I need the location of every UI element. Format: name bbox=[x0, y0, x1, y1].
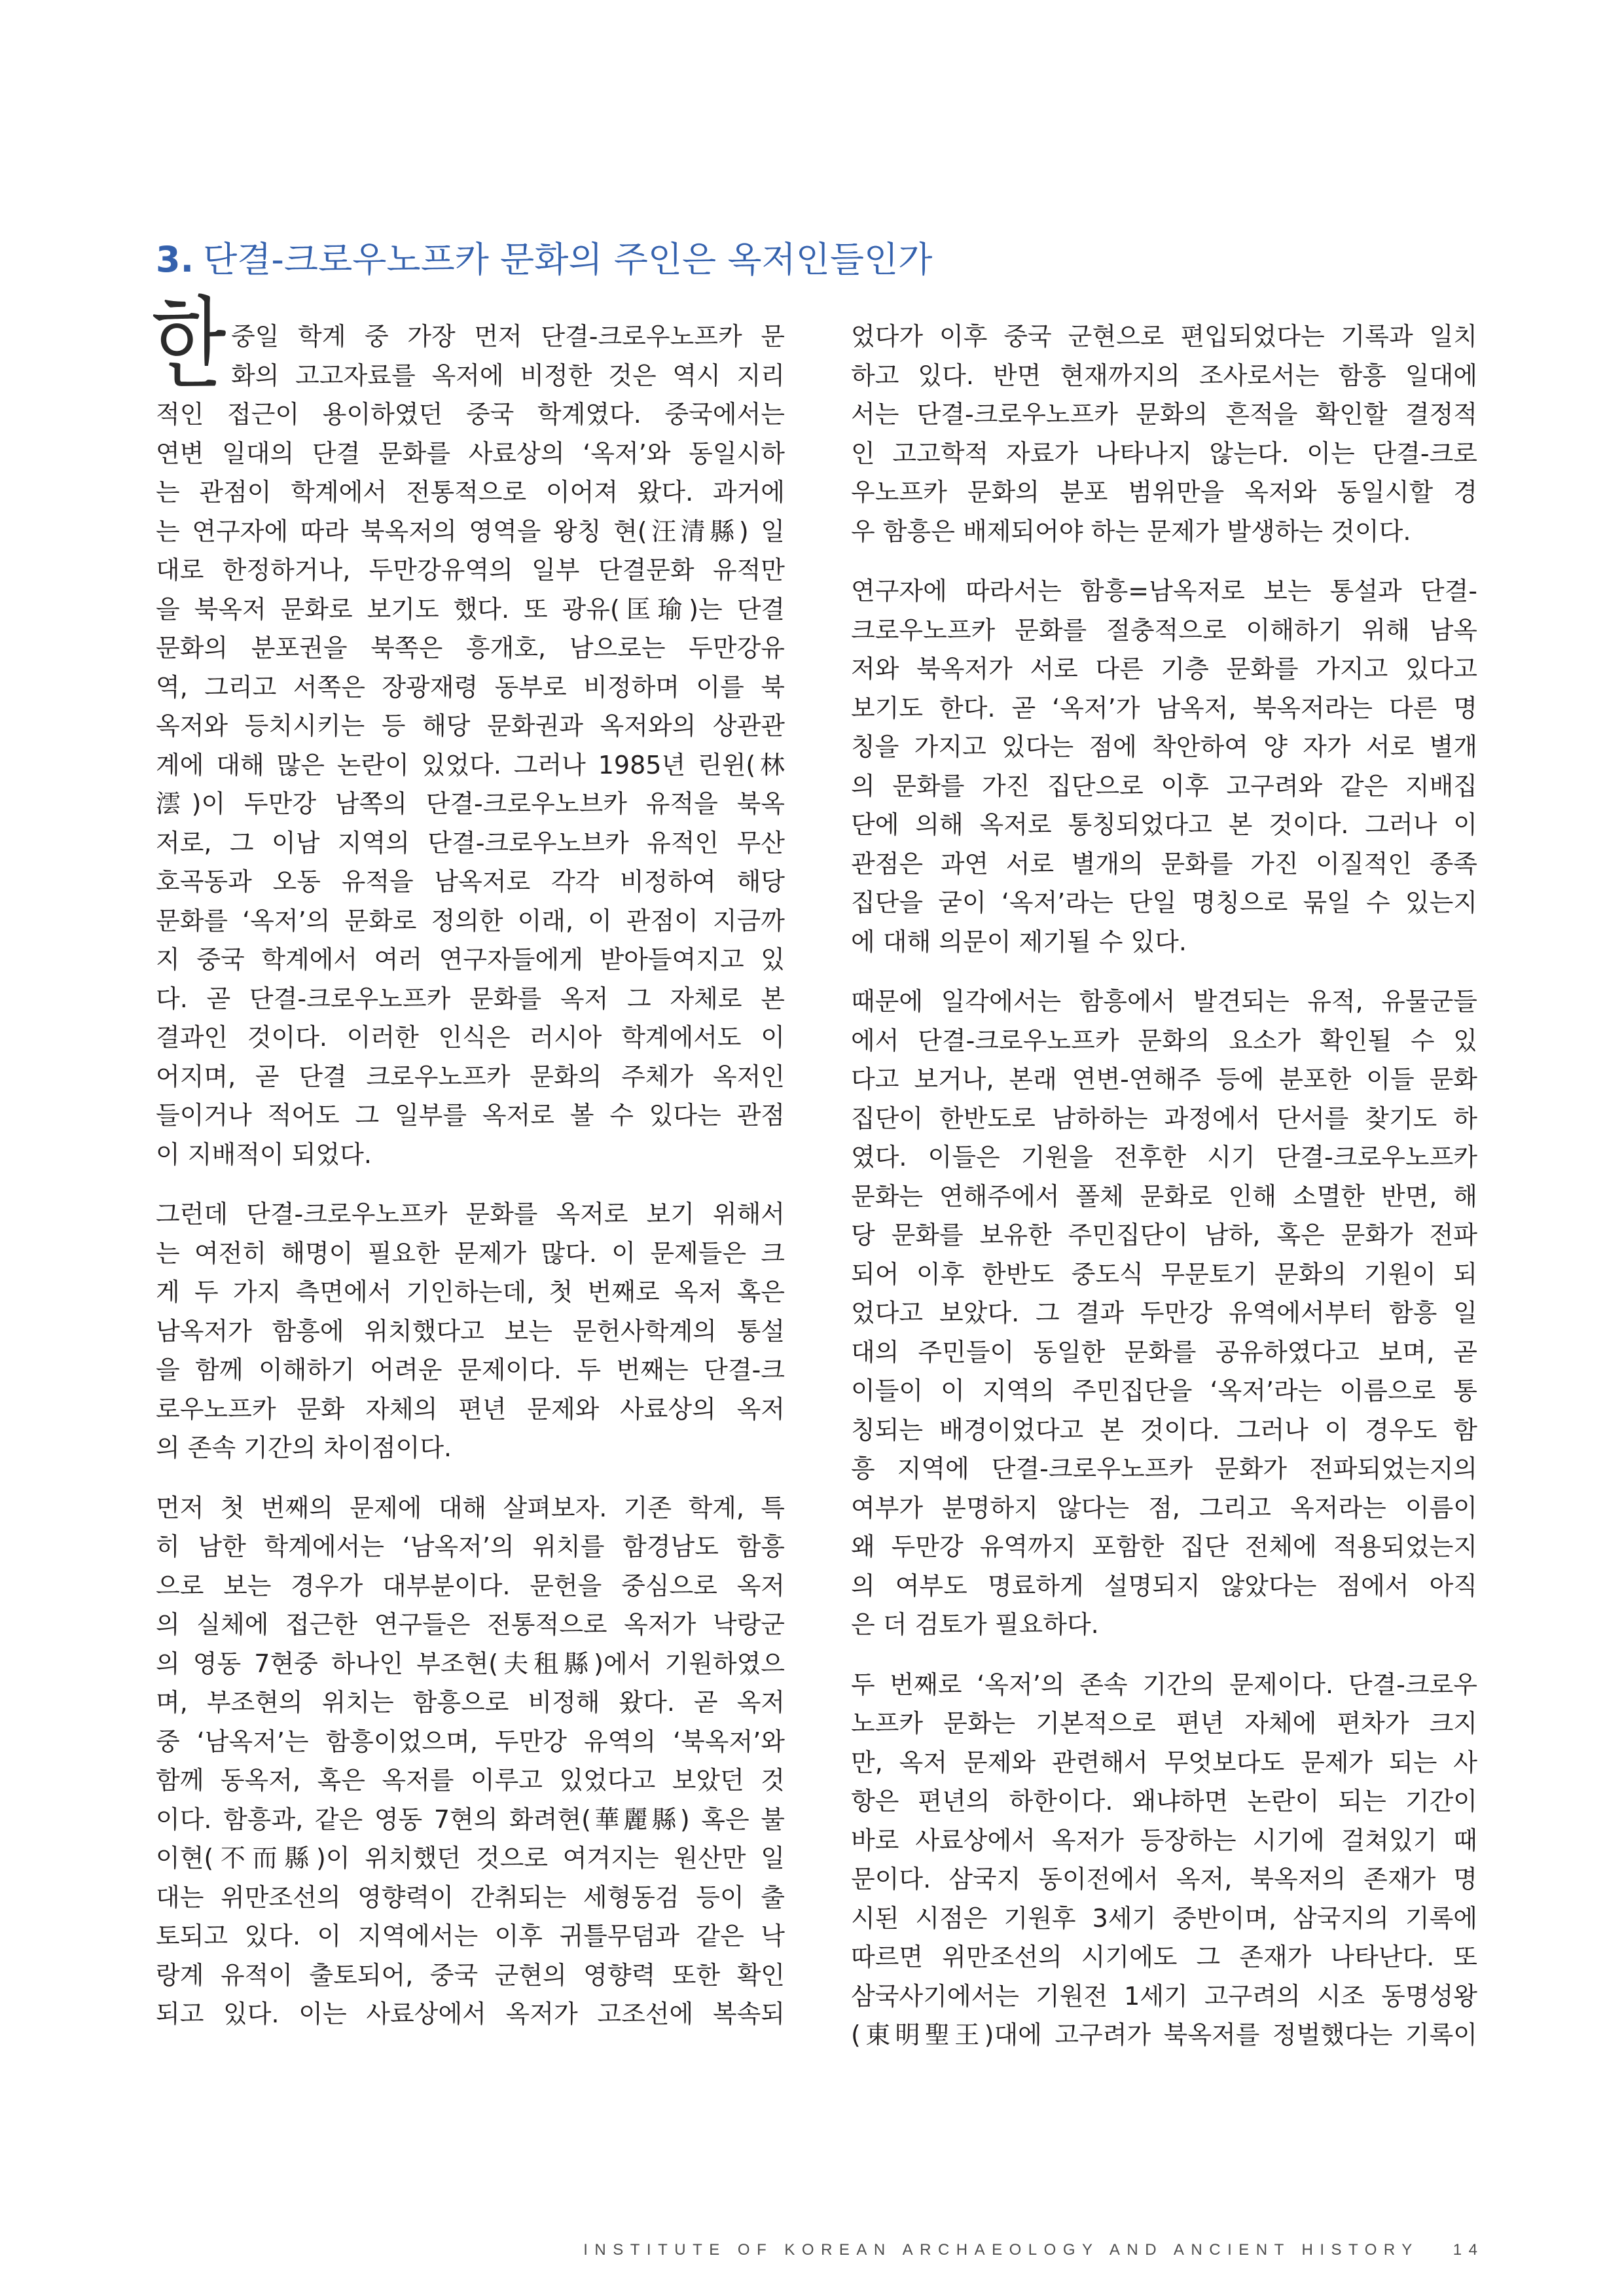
text-line: 인 고고학적 자료가 나타나지 않는다. 이는 단결-크로 bbox=[851, 439, 1477, 468]
text-line: 집단이 한반도로 남하하는 과정에서 단서를 찾기도 하 bbox=[851, 1103, 1477, 1133]
text-line: 어지며, 곧 단결 크로우노프카 문화의 주체가 옥저인 bbox=[156, 1062, 785, 1091]
text-line: 히 남한 학계에서는 ‘남옥저’의 위치를 함경남도 함흥 bbox=[156, 1532, 785, 1561]
text-line: 적인 접근이 용이하였던 중국 학계였다. 중국에서는 bbox=[156, 400, 785, 429]
text-line: 되고 있다. 이는 사료상에서 옥저가 고조선에 복속되 bbox=[156, 2000, 785, 2028]
text-line: 우 함흥은 배제되어야 하는 문제가 발생하는 것이다. bbox=[851, 516, 1411, 546]
text-line: 이다. 함흥과, 같은 영동 7현의 화려현(華麗縣) 혹은 불 bbox=[156, 1804, 785, 1834]
section-number: 3. bbox=[156, 239, 194, 280]
text-line: 을 함께 이해하기 어려운 문제이다. 두 번째는 단결-크 bbox=[156, 1355, 785, 1384]
text-line: 관점은 과연 서로 별개의 문화를 가진 이질적인 종족 bbox=[851, 849, 1477, 878]
text-line: 우노프카 문화의 분포 범위만을 옥저와 동일시할 경 bbox=[851, 478, 1477, 507]
text-line: 연변 일대의 단결 문화를 사료상의 ‘옥저’와 동일시하 bbox=[156, 439, 785, 468]
text-line: 의 존속 기간의 차이점이다. bbox=[156, 1433, 452, 1462]
text-line: 칭을 가지고 있다는 점에 착안하여 양 자가 서로 별개 bbox=[851, 732, 1477, 761]
drop-cap bbox=[151, 286, 231, 402]
text-line: 게 두 가지 측면에서 기인하는데, 첫 번째로 옥저 혹은 bbox=[156, 1278, 785, 1306]
text-line: 중일 학계 중 가장 먼저 단결-크로우노프카 문 bbox=[231, 322, 785, 351]
text-line: 에 대해 의문이 제기될 수 있다. bbox=[851, 927, 1187, 956]
text-line: 두 번째로 ‘옥저’의 존속 기간의 문제이다. 단결-크로우 bbox=[851, 1670, 1477, 1699]
text-line: (東明聖王)대에 고구려가 북옥저를 정벌했다는 기록이 bbox=[851, 2020, 1477, 2049]
text-line: 그런데 단결-크로우노프카 문화를 옥저로 보기 위해서 bbox=[156, 1200, 785, 1229]
text-line: 만, 옥저 문제와 관련해서 무엇보다도 문제가 되는 사 bbox=[851, 1748, 1477, 1777]
page-number: 14 bbox=[1453, 2241, 1485, 2259]
paragraph bbox=[151, 286, 785, 1174]
text-line: 당 문화를 보유한 주민집단이 남하, 혹은 문화가 전파 bbox=[851, 1221, 1477, 1249]
text-line: 함께 동옥저, 혹은 옥저를 이루고 있었다고 보았던 것 bbox=[156, 1766, 785, 1795]
text-line: 들이거나 적어도 그 일부를 옥저로 볼 수 있다는 관점 bbox=[156, 1101, 785, 1130]
text-line: 크로우노프카 문화를 절충적으로 이해하기 위해 남옥 bbox=[851, 615, 1477, 645]
text-line: 따르면 위만조선의 시기에도 그 존재가 나타난다. 또 bbox=[851, 1943, 1477, 1971]
text-line: 며, 부조현의 위치는 함흥으로 비정해 왔다. 곧 옥저 bbox=[156, 1688, 785, 1717]
text-line: 의 문화를 가진 집단으로 이후 고구려와 같은 지배집 bbox=[851, 771, 1477, 800]
text-line: 문화의 분포권을 북쪽은 흥개호, 남으로는 두만강유 bbox=[156, 634, 785, 662]
text-line: 서는 단결-크로우노프카 문화의 흔적을 확인할 결정적 bbox=[851, 400, 1477, 429]
text-line: 여부가 분명하지 않다는 점, 그리고 옥저라는 이름이 bbox=[851, 1493, 1477, 1522]
text-line: 대로 한정하거나, 두만강유역의 일부 단결문화 유적만 bbox=[156, 556, 785, 584]
text-line: 때문에 일각에서는 함흥에서 발견되는 유적, 유물군들 bbox=[851, 987, 1477, 1016]
text-line: 은 더 검토가 필요하다. bbox=[851, 1610, 1099, 1639]
text-line: 문이다. 삼국지 동이전에서 옥저, 북옥저의 존재가 명 bbox=[851, 1865, 1477, 1893]
paragraph bbox=[851, 1666, 1477, 2055]
drop-cap-letter: 한 bbox=[151, 286, 226, 402]
text-line: 으로 보는 경우가 대부분이다. 문헌을 중심으로 옥저 bbox=[156, 1571, 785, 1600]
text-line: 칭되는 배경이었다고 본 것이다. 그러나 이 경우도 함 bbox=[851, 1415, 1477, 1444]
text-line: 집단을 굳이 ‘옥저’라는 단일 명칭으로 묶일 수 있는지 bbox=[851, 888, 1477, 917]
paragraph bbox=[156, 1489, 785, 2034]
footer-institute-name: INSTITUTE OF KOREAN ARCHAEOLOGY AND ANCIENT HISTORY bbox=[583, 2241, 1419, 2259]
text-line: 문화를 ‘옥저’의 문화로 정의한 이래, 이 관점이 지금까 bbox=[156, 906, 785, 935]
text-column-left bbox=[151, 286, 785, 2034]
text-line: 다. 곧 단결-크로우노프카 문화를 옥저 그 자체로 본 bbox=[156, 984, 785, 1013]
section-title bbox=[156, 238, 932, 281]
text-line: 연구자에 따라서는 함흥=남옥저로 보는 통설과 단결- bbox=[851, 577, 1477, 605]
text-line: 의 영동 7현중 하나인 부조현(夫租縣)에서 기원하였으 bbox=[156, 1649, 785, 1678]
text-line: 노프카 문화는 기본적으로 편년 자체에 편차가 크지 bbox=[851, 1709, 1477, 1738]
text-line: 중 ‘남옥저’는 함흥이었으며, 두만강 유역의 ‘북옥저’와 bbox=[156, 1727, 785, 1756]
paragraph bbox=[156, 1195, 785, 1468]
paragraph bbox=[851, 572, 1477, 961]
text-line: 왜 두만강 유역까지 포함한 집단 전체에 적용되었는지 bbox=[851, 1532, 1477, 1561]
text-line: 로우노프카 문화 자체의 편년 문제와 사료상의 옥저 bbox=[156, 1394, 785, 1424]
text-line: 토되고 있다. 이 지역에서는 이후 귀틀무덤과 같은 낙 bbox=[156, 1922, 785, 1950]
text-line: 흥 지역에 단결-크로우노프카 문화가 전파되었는지의 bbox=[851, 1454, 1477, 1483]
text-line: 문화는 연해주에서 폴체 문화로 인해 소멸한 반면, 해 bbox=[851, 1181, 1477, 1211]
text-line: 의 실체에 접근한 연구들은 전통적으로 옥저가 낙랑군 bbox=[156, 1610, 785, 1639]
text-line: 화의 고고자료를 옥저에 비정한 것은 역시 지리 bbox=[231, 361, 785, 390]
text-line: 澐)이 두만강 남쪽의 단결-크로우노브카 유적을 북옥 bbox=[156, 789, 785, 818]
text-line: 남옥저가 함흥에 위치했다고 보는 문헌사학계의 통설 bbox=[156, 1316, 785, 1346]
text-line: 저와 북옥저가 서로 다른 기층 문화를 가지고 있다고 bbox=[851, 655, 1477, 683]
text-line: 이 지배적이 되었다. bbox=[156, 1139, 372, 1169]
section-title-text: 단결-크로우노프카 문화의 주인은 옥저인들인가 bbox=[203, 239, 933, 280]
text-line: 을 북옥저 문화로 보기도 했다. 또 광유(匡瑜)는 단결 bbox=[156, 594, 785, 624]
text-line: 먼저 첫 번째의 문제에 대해 살펴보자. 기존 학계, 특 bbox=[156, 1493, 785, 1522]
text-column-right bbox=[851, 317, 1477, 2055]
text-line: 다고 보거나, 본래 연변-연해주 등에 분포한 이들 문화 bbox=[851, 1065, 1477, 1094]
text-line: 옥저와 등치시키는 등 해당 문화권과 옥저와의 상관관 bbox=[156, 711, 785, 740]
text-line: 바로 사료상에서 옥저가 등장하는 시기에 걸쳐있기 때 bbox=[851, 1825, 1477, 1855]
text-line: 호곡동과 오동 유적을 남옥저로 각각 비정하여 해당 bbox=[156, 867, 785, 896]
text-line: 는 연구자에 따라 북옥저의 영역을 왕칭 현(汪清縣) 일 bbox=[156, 516, 785, 546]
text-line: 저로, 그 이남 지역의 단결-크로우노브카 유적인 무산 bbox=[156, 828, 785, 857]
text-line: 결과인 것이다. 이러한 인식은 러시아 학계에서도 이 bbox=[156, 1023, 785, 1052]
text-line: 지 중국 학계에서 여러 연구자들에게 받아들여지고 있 bbox=[156, 945, 785, 974]
text-line: 였다. 이들은 기원을 전후한 시기 단결-크로우노프카 bbox=[851, 1143, 1477, 1172]
text-line: 대의 주민들이 동일한 문화를 공유하였다고 보며, 곧 bbox=[851, 1337, 1477, 1367]
text-line: 이현(不而縣)이 위치했던 것으로 여겨지는 원산만 일 bbox=[156, 1844, 785, 1873]
text-line: 는 관점이 학계에서 전통적으로 이어져 왔다. 과거에 bbox=[156, 478, 785, 507]
text-line: 랑계 유적이 출토되어, 중국 군현의 영향력 또한 확인 bbox=[156, 1960, 785, 1990]
text-line: 단에 의해 옥저로 통칭되었다고 본 것이다. 그러나 이 bbox=[851, 810, 1477, 839]
page-footer bbox=[583, 2241, 1485, 2259]
text-line: 되어 이후 한반도 중도식 무문토기 문화의 기원이 되 bbox=[851, 1259, 1477, 1289]
text-line: 대는 위만조선의 영향력이 간취되는 세형동검 등이 출 bbox=[156, 1882, 785, 1912]
text-line: 보기도 한다. 곧 ‘옥저’가 남옥저, 북옥저라는 다른 명 bbox=[851, 693, 1477, 723]
text-line: 에서 단결-크로우노프카 문화의 요소가 확인될 수 있 bbox=[851, 1026, 1477, 1055]
text-line: 계에 대해 많은 논란이 있었다. 그러나 1985년 린윈(林 bbox=[156, 750, 785, 780]
text-line: 역, 그리고 서쪽은 장광재령 동부로 비정하며 이를 북 bbox=[156, 672, 785, 702]
text-line: 하고 있다. 반면 현재까지의 조사로서는 함흥 일대에 bbox=[851, 361, 1477, 390]
text-line: 의 여부도 명료하게 설명되지 않았다는 점에서 아직 bbox=[851, 1571, 1477, 1600]
text-line: 었다가 이후 중국 군현으로 편입되었다는 기록과 일치 bbox=[851, 322, 1477, 351]
text-line: 는 여전히 해명이 필요한 문제가 많다. 이 문제들은 크 bbox=[156, 1238, 785, 1268]
text-line: 삼국사기에서는 기원전 1세기 고구려의 시조 동명성왕 bbox=[851, 1981, 1477, 2011]
text-line: 었다고 보았다. 그 결과 두만강 유역에서부터 함흥 일 bbox=[851, 1299, 1477, 1327]
text-line: 시된 시점은 기원후 3세기 중반이며, 삼국지의 기록에 bbox=[851, 1903, 1477, 1933]
text-line: 이들이 이 지역의 주민집단을 ‘옥저’라는 이름으로 통 bbox=[851, 1376, 1477, 1405]
text-line: 항은 편년의 하한이다. 왜냐하면 논란이 되는 기간이 bbox=[851, 1787, 1477, 1816]
paragraph bbox=[851, 317, 1477, 551]
paragraph bbox=[851, 982, 1477, 1645]
